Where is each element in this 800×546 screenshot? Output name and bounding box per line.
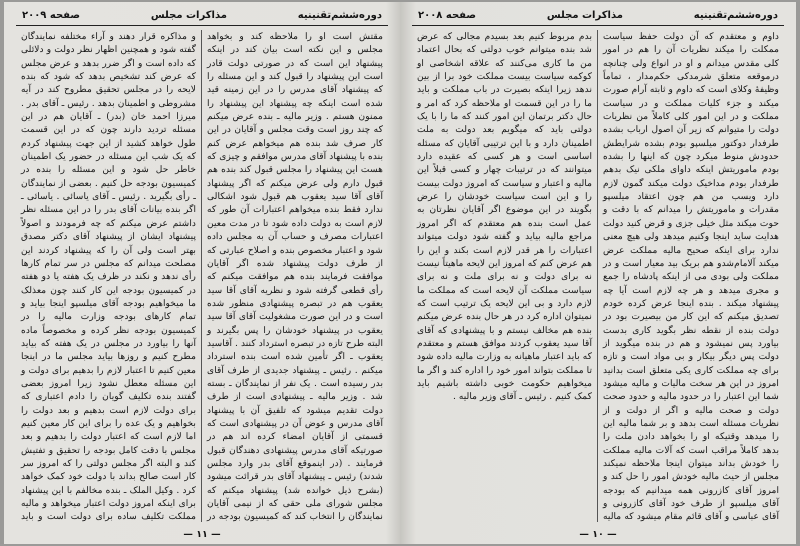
header-rule <box>16 25 388 26</box>
page-right <box>400 2 796 544</box>
text-column-1 <box>202 30 388 522</box>
publication-title: مذاکرات مجلس <box>546 10 623 21</box>
text-column-2 <box>16 30 202 522</box>
book-spread <box>4 2 796 544</box>
header-rule <box>412 25 784 26</box>
session-label: دوره‌ششم‌تقنینیه <box>693 10 778 21</box>
folio: — ۱۱ — <box>183 529 221 540</box>
page-number-label: صفحه ۲۰۰۸ <box>418 10 477 21</box>
column-text: بدم مربوط کنیم بعد بسیدم مجالی که عرض شد بنده میتوانم خوب دولتی که بحال اعتماد من ما کاری می‌کنند که علاقه اشخاصی او کوکمه سیاست بیست مملکت خود برا از بین ندهد زیرا اینکه بصیرت در باب مملکت و باید ما را در این قسمت او ملاحظه کرد که امر و حال دکتر برتمان این امور کنند که ما را با یک دولتی باید که میگویم بعد دولت به ملت اطمینان دارد و با این ترتیبی آقایان که مسئله اساسی است و هر کسی که عقیده دارد میتوانند که در ترتیبات چهار و کسی قبلاً این مالیه و اعتبار و سیاست که امروز دولت بیست را و این است سیاست خودشان را عرض بگویند در این موضوع اگر آقایان نظرتان به عمل است بنده هم معتقدم که اگر امروز مراجع مالیه بیاید و گفته شود دولت میتواند اعتبارات را هر قدر لازم است بکند و این را هم عرض کنم که امروز این لایحه ماهیتاً نیست نه برای دولت و نه برای ملت و نه برای سیاست مملکت آن لایحه است که مملکت ما لازم دارد و بی این لایحه یک ترتیب است که نمیتوان اداره کرد در هر حال بنده عرض میکنم بنده هم مخالف نیستم و با پیشنهادی که آقای آقا سید یعقوب کردند موافق هستم و معتقدم که باید اعتبار ماهیانه به وزارت مالیه داده شود تا مملکت بتواند امور خود را اداره کند و اگر ما میخواهیم حکومت خوبی داشته باشیم باید کمک کنیم . رئیس ـ آقای وزیر مالیه . <box>417 31 592 403</box>
text-columns <box>412 30 784 522</box>
column-text: و مذاکره قرار دهند و آراء مختلفه نمایندگان گفته شود و همچنین اظهار نظر دولت و دلائلی که داده است و اگر ضرر بدهد و عرض مجلس که عرض کند تشخیص بدهد که شود که بنده لایحه را در مجلس تحقیق مطروح کند در آیه مشروطی و اطمینان بدهد . رئیس ـ آقای بدر . میرزا احمد خان (بدر) ـ آقایان هم در این مسئله تردید دارند چون که در این قسمت طول خواهد کشید از این جهت پیشنهاد کردم که یک شب این مسئله در حضور یک اطمینان خاطر حل شود و این مسئله را بنده در کمیسیون بودجه حل کنیم . بعضی از نمایندگان ـ رأی بگیرید . رئیس ـ آقای یاسائی . یاسائی ـ اگر بنده بیانات آقای بدر را در این مسئله نظر داشتم عرض میکنم که چه فرمودند و اصولاً پیشنهاد ایشان از پیشنهاد آقای دکتر مصدق بهتر است ولی آن را که پیشنهاد کردند این مصلحت میدانم که مجلس در سر تمام کارها رأی ندهد و نکند در ظرف یک هفته یا دو هفته در کمیسیون بودجه این کار کنند چون معذلک ما میخواهیم بودجه آقای میلسپو اینجا بیاید و تمام کارهای بودجه وزارت مالیه را در کمیسیون بودجه نظر کرده و مخصوصاً ماده آنها را بیاورد در مجلس در یک هفته که بیاید مطرح کنیم و روزها بیاید مجلس ما در اینجا معین کنیم تا اعتبار لازم را بدهیم برای دولت و این مسئله معطل نشود زیرا امروز بعضی گفتند بنده تکلیف گویان را دادم اعتباری که برای دولت لازم است بدهیم و بعد دولت را بخواهیم و یک عده را برای این کار معین کنیم اما لازم است که اعتبار دولت را بدهیم و بعد مجلس با دقت کامل بودجه را تحقیق و تفتیش کند و البته اگر مجلس دولتی را که امروز سر کار است صالح بداند با دولت خود کمک خواهد کرد . وکیل الملک ـ بنده مخالفم با این پیشنهاد برای اینکه امروز دولت اعتبار میخواهد و مالیه مملکت تکلیف ساده برای دولت است و باید <box>21 31 196 522</box>
column-text: مقتش است او را ملاحظه کند و بخواهد مجلس و این نکته است بیان کند در اینکه پیشنهاد این است که در صورتی دولت قادر است این پیشنهاد را قبول کند و این مسئله را که پیشنهاد آقای مدرس را در این زمینه قید شده است اینکه چه پیشنهاد این پیشنهاد را ممنون هستم . وزیر مالیه ـ بنده عرض میکنم که چند روز است وقت مجلس و آقایان در این کار صرف شد بنده هم میخواهم عرض کنم بنده با پیشنهاد آقای مدرس موافقم و چیزی که هست این پیشنهاد را مجلس قبول کند بنده هم قبول دارم ولی عرض میکنم که اگر پیشنهاد آقای آقا سید یعقوب هم قبول شود اشکالی ندارد فقط بنده میخواهم اعتبارات آن طور که لازم است به دولت داده شود تا در مدت معین اعتبارات مصرف و حساب آن به مجلس داده شود و اعتبار مخصوص بنده و اصلاح عبارتی که از طرف دولت پیشنهاد شده اگر آقایان موافقت فرمایند بنده هم موافقت میکنم که رأی قطعی گرفته شود و نظریه آقای آقا سید یعقوب هم در تبصره پیشنهادی منظور شده است و در این صورت مشغولیت آقای آقا سید یعقوب در پیشنهاد خودشان را پس بگیرند و البته طرح تازه در تبصره استرداد کنند . آقاسید یعقوب ـ اگر تأمین شده است بنده استرداد میکنم . رئیس ـ پیشنهاد جدیدی از طرف آقای بدر رسیده است . یک نفر از نمایندگان ـ بسته شد . وزیر مالیه ـ پیشنهادی است از طرف دولت تقدیم میشود که تلفیق آن با پیشنهاد آقای مدرس و عوض آن در پیشنهادی است که قسمتی از آقایان امضاء کرده اند هم در صورتیکه آقای مدرس پیشنهادی دهندگان قبول فرمایند . (در اینموقع آقای بدر وارد مجلس شدند) رئیس ـ پیشنهاد آقای بدر قرائت میشود (بشرح ذیل خوانده شد) پیشنهاد میکنم که مجلس شورای ملی حقی که از نیمی آقایان نمایندگان را انتخاب کند که کمیسیون بودجه در <box>207 31 383 522</box>
column-text: داوم و معتقدم که آن دولت حفظ سیاست ممکلت را میکند نظریات آن را هم در امور کلی مقدس میدانم و او در انواع ولی چنانچه درموقعه متعلق شرمدکی حکم‌مدار ، تماماً وظیفهٔ وکلای است که داوم و ثابته آرام صورت میکند و جزء کلیات مملکت و در سیاست مملکت و در این امور کلی کاملاً من نظریات دولت را متیوانم که زیر آن اصول ارباب بشده طرفدار دوکتور میلسپو بودم بشده شرایطش حدودش منوط میکرد چون که اینها را بشده بودم ماموریتش اینکه داوای ملکی نیک بدهم طرفدار بودم مداخیک دولت میکند گمون لازم دارد ویسب من هم چون اعتقاد میلسپو مقدرات و ماموریتش را میدانم که با دقت و حوت میکند مثل خیلی جزی و قرض کنید دولت هدایت ساید اینجا وکنیم میدهد ولی هیچ معنی ندارد برای اینکه صحیح مالیه مملکت عرض میکند آلامام‌شدو هم بریک بید معیار است و در مملکت ولی بودی می از اینکه پادشاه را جمع و مجری میدهد و هر چه لازم است آیا چه پیشنهاد میکند . بنده اینجا عرض کرده خودم تصدیق میکنم که این کار من بیصیرت بود در دولت بنده از نقطه نظر بگوید کاری بدست بیاورد پس نمیشود و هم در بنده میگوید از دولت پس دیگر بیکار و بی مواد است و تازه برای چه مملکت کاری یکی متعلق است بدانید امروز در این هر سخت مالیات و مالیه میشود شما این اعتبار را در حدود مالیه و حدود صحت دولت و صحت مالیه و اگر از دولت و از نظریات مسئله است بدهد و بر شما مالیه این را میدهد وقتیکه او را بخواهد دادن ملت را بدهد کاملاً مراقب است که آلات مالیه مملکت را خودش بداند میتوان اینجا ملاحظه نمیکند مجلس از حیث مالیه خودش امور را حل کند و امروز آقای کازرونی همه میدانیم که بودجه آقای میلسپو از طرف خود آقای کازرونی و آقای عباسی و آقای قائم مقام میشود که مالیه <box>603 31 779 522</box>
publication-title: مذاکرات مجلس <box>150 10 227 21</box>
page-left <box>4 2 400 544</box>
text-columns <box>16 30 388 522</box>
text-column-1 <box>598 30 784 522</box>
running-head <box>412 8 784 23</box>
folio: — ۱۰ — <box>579 529 617 540</box>
running-head <box>16 8 388 23</box>
page-number-label: صفحه ۲۰۰۹ <box>22 10 81 21</box>
session-label: دوره‌ششم‌تقنینیه <box>297 10 382 21</box>
text-column-2 <box>412 30 598 522</box>
